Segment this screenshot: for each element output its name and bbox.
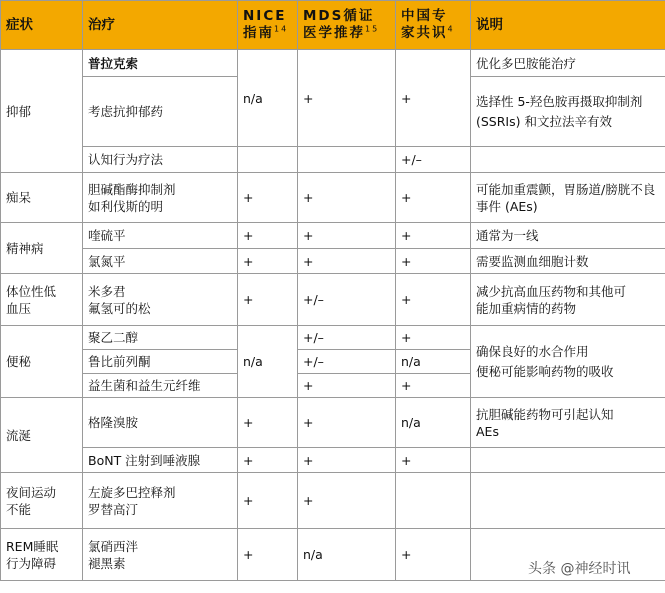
header-nice-ref: 14 <box>274 24 289 34</box>
treatment-peg: 聚乙二醇 <box>83 326 238 350</box>
nice-bont: + <box>238 448 298 473</box>
note-bont <box>471 448 665 473</box>
symptom-constipation: 便秘 <box>1 326 83 398</box>
mds-peg: +/– <box>298 326 396 350</box>
note-constipation: 确保良好的水合作用 便秘可能影响药物的吸收 <box>471 326 665 398</box>
header-mds-ref: 15 <box>365 24 380 34</box>
table-row <box>1 223 665 249</box>
note-hypotension: 减少抗高血压药物和其他可 能加重病情的药物 <box>471 274 665 326</box>
symptom-drooling: 流涎 <box>1 398 83 473</box>
note-quetiapine: 通常为一线 <box>471 223 665 249</box>
cn-clozapine: + <box>396 249 471 274</box>
mds-glycopyrrolate: + <box>298 398 396 448</box>
header-mds <box>298 1 396 50</box>
header-notes: 说明 <box>471 1 665 50</box>
note-nocturnal <box>471 473 665 529</box>
cn-hypotension: + <box>396 274 471 326</box>
header-cn-ref: 4 <box>447 24 455 34</box>
header-cn-line1: 中国专 <box>401 8 448 24</box>
treatment-pramipexole: 普拉克索 <box>83 50 238 77</box>
table-row <box>1 173 665 223</box>
cn-nocturnal <box>396 473 471 529</box>
cn-bont: + <box>396 448 471 473</box>
symptom-hypotension: 体位性低 血压 <box>1 274 83 326</box>
symptom-nocturnal: 夜间运动 不能 <box>1 473 83 529</box>
symptom-psychosis: 精神病 <box>1 223 83 274</box>
mds-bont: + <box>298 448 396 473</box>
treatment-lubiprostone: 鲁比前列酮 <box>83 350 238 374</box>
mds-nocturnal: + <box>298 473 396 529</box>
table-row <box>1 147 665 173</box>
nice-glycopyrrolate: + <box>238 398 298 448</box>
nice-quetiapine: + <box>238 223 298 249</box>
cn-probiotics: + <box>396 374 471 398</box>
cn-cbt: +/– <box>396 147 471 173</box>
note-drooling: 抗胆碱能药物可引起认知 AEs <box>471 398 665 448</box>
header-symptom: 症状 <box>1 1 83 50</box>
header-mds-line1: MDS循证 <box>303 8 375 24</box>
treatment-rbd: 氯硝西泮 褪黑素 <box>83 529 238 581</box>
header-treatment: 治疗 <box>83 1 238 50</box>
mds-quetiapine: + <box>298 223 396 249</box>
nice-constipation: n/a <box>238 326 298 398</box>
treatment-dementia: 胆碱酯酶抑制剂 如利伐斯的明 <box>83 173 238 223</box>
header-cn <box>396 1 471 50</box>
cn-rbd: + <box>396 529 471 581</box>
mds-dementia: + <box>298 173 396 223</box>
cn-quetiapine: + <box>396 223 471 249</box>
mds-lubiprostone: +/– <box>298 350 396 374</box>
symptom-depression: 抑郁 <box>1 50 83 173</box>
note-cbt <box>471 147 665 173</box>
note-depression-2: 选择性 5-羟色胺再摄取抑制剂(SSRIs) 和文拉法辛有效 <box>471 77 665 147</box>
cn-glycopyrrolate: n/a <box>396 398 471 448</box>
nice-depression: n/a <box>238 50 298 147</box>
treatment-cbt: 认知行为疗法 <box>83 147 238 173</box>
cn-lubiprostone: n/a <box>396 350 471 374</box>
nice-dementia: + <box>238 173 298 223</box>
header-row <box>1 1 665 50</box>
table-row <box>1 448 665 473</box>
cn-peg: + <box>396 326 471 350</box>
table-row <box>1 50 665 77</box>
note-depression-1: 优化多巴胺能治疗 <box>471 50 665 77</box>
treatment-bont: BoNT 注射到唾液腺 <box>83 448 238 473</box>
mds-clozapine: + <box>298 249 396 274</box>
treatment-nocturnal: 左旋多巴控释剂 罗替高汀 <box>83 473 238 529</box>
treatment-probiotics: 益生菌和益生元纤维 <box>83 374 238 398</box>
treatment-clozapine: 氯氮平 <box>83 249 238 274</box>
nice-hypotension: + <box>238 274 298 326</box>
symptom-dementia: 痴呆 <box>1 173 83 223</box>
treatment-hypotension: 米多君 氟氢可的松 <box>83 274 238 326</box>
watermark <box>528 558 630 578</box>
table-row <box>1 473 665 529</box>
header-nice-line2: 指南 <box>243 25 274 41</box>
table-row <box>1 249 665 274</box>
nice-nocturnal: + <box>238 473 298 529</box>
cn-depression: + <box>396 50 471 147</box>
mds-hypotension: +/– <box>298 274 396 326</box>
treatment-antidepressant: 考虑抗抑郁药 <box>83 77 238 147</box>
symptom-rbd: REM睡眠 行为障碍 <box>1 529 83 581</box>
treatment-glycopyrrolate: 格隆溴胺 <box>83 398 238 448</box>
mds-cbt <box>298 147 396 173</box>
treatment-quetiapine: 喹硫平 <box>83 223 238 249</box>
table-row <box>1 398 665 448</box>
header-nice-line1: NICE <box>243 8 287 24</box>
mds-rbd: n/a <box>298 529 396 581</box>
table-row <box>1 274 665 326</box>
mds-probiotics: + <box>298 374 396 398</box>
header-nice <box>238 1 298 50</box>
watermark-text: 头条 @神经时讯 <box>528 561 631 577</box>
nice-rbd: + <box>238 529 298 581</box>
nice-cbt <box>238 147 298 173</box>
cn-dementia: + <box>396 173 471 223</box>
nice-clozapine: + <box>238 249 298 274</box>
note-dementia: 可能加重震颤，胃肠道/膀胱不良事件 (AEs) <box>471 173 665 223</box>
note-clozapine: 需要监测血细胞计数 <box>471 249 665 274</box>
header-mds-line2: 医学推荐 <box>303 25 365 41</box>
table-row <box>1 326 665 350</box>
mds-depression: + <box>298 50 396 147</box>
header-cn-line2: 家共识 <box>401 25 448 41</box>
